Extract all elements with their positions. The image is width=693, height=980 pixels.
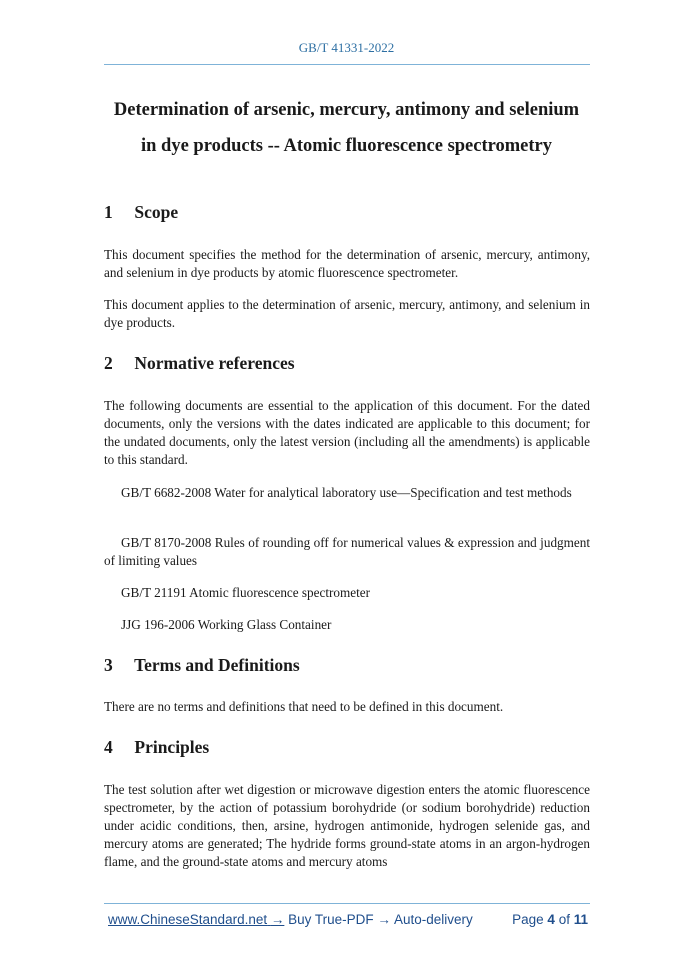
section-number: 3 — [104, 655, 113, 675]
section-title: Scope — [134, 202, 179, 222]
footer-divider — [104, 903, 590, 904]
section-number: 1 — [104, 202, 113, 222]
section-heading — [104, 737, 590, 758]
section-heading — [104, 655, 590, 676]
reference-item: JJG 196-2006 Working Glass Container — [121, 617, 332, 632]
page-label: Page — [512, 912, 544, 927]
website-link[interactable] — [108, 912, 284, 927]
paragraph: There are no terms and definitions that need to be defined in this document. — [104, 699, 504, 714]
website-link-text: www.ChineseStandard.net — [108, 912, 268, 927]
section-title: Normative references — [134, 353, 295, 373]
paragraph: This document applies to the determination of arsenic, mercury, antimony, and selenium in dye products. — [104, 297, 590, 330]
section-number: 4 — [104, 737, 113, 757]
reference-item: GB/T 21191 Atomic fluorescence spectrometer — [121, 585, 371, 600]
page-of: of — [558, 912, 570, 927]
section-number: 2 — [104, 353, 113, 373]
section-title: Terms and Definitions — [134, 655, 300, 675]
paragraph: The following documents are essential to the application of this document. For the dated documents, only the versions with the dates indicated are applicable to this document; for the undated documents, only the latest version (including all the amendments) is applicable to this standard. — [104, 398, 590, 467]
section-heading — [104, 202, 590, 223]
section-heading — [104, 353, 590, 374]
title-line-2: in dye products -- Atomic fluorescence spectrometry — [140, 136, 553, 156]
paragraph: This document specifies the method for the determination of arsenic, mercury, antimony, and selenium in dye products by atomic fluorescence spectrometer. — [104, 247, 590, 280]
section-principles — [104, 737, 590, 758]
footer — [108, 912, 588, 927]
section-normative-references — [104, 353, 590, 374]
document-title — [60, 92, 633, 164]
section-terms-definitions — [104, 655, 590, 676]
standard-code-header: GB/T 41331-2022 — [298, 40, 395, 55]
arrow-right-icon: → — [377, 912, 391, 927]
title-line-1: Determination of arsenic, mercury, antimony and selenium — [113, 100, 580, 120]
buy-true-pdf-text: Buy True-PDF — [288, 912, 374, 927]
arrow-right-icon: → — [270, 912, 285, 927]
paragraph: The test solution after wet digestion or microwave digestion enters the atomic fluorescence spectrometer, by the action of potassium borohydride (or sodium borohydride) reduction under acidic conditions, then, arsine, hydrogen antimonide, hydrogen selenide gas, and mercury atoms are generated; The hydride forms ground-state atoms in an argon-hydrogen flame, and the ground-state atoms and mercury atoms — [104, 782, 590, 869]
auto-delivery-text: Auto-delivery — [393, 912, 473, 927]
page-current: 4 — [547, 912, 555, 927]
reference-item: GB/T 6682-2008 Water for analytical laboratory use—Specification and test methods — [121, 485, 572, 500]
header-divider — [104, 64, 590, 65]
page-total: 11 — [573, 912, 588, 927]
reference-item: GB/T 8170-2008 Rules of rounding off for numerical values & expression and judgment of limiting values — [104, 535, 590, 568]
page-indicator — [512, 912, 588, 927]
section-title: Principles — [134, 737, 210, 757]
section-scope — [104, 202, 590, 223]
